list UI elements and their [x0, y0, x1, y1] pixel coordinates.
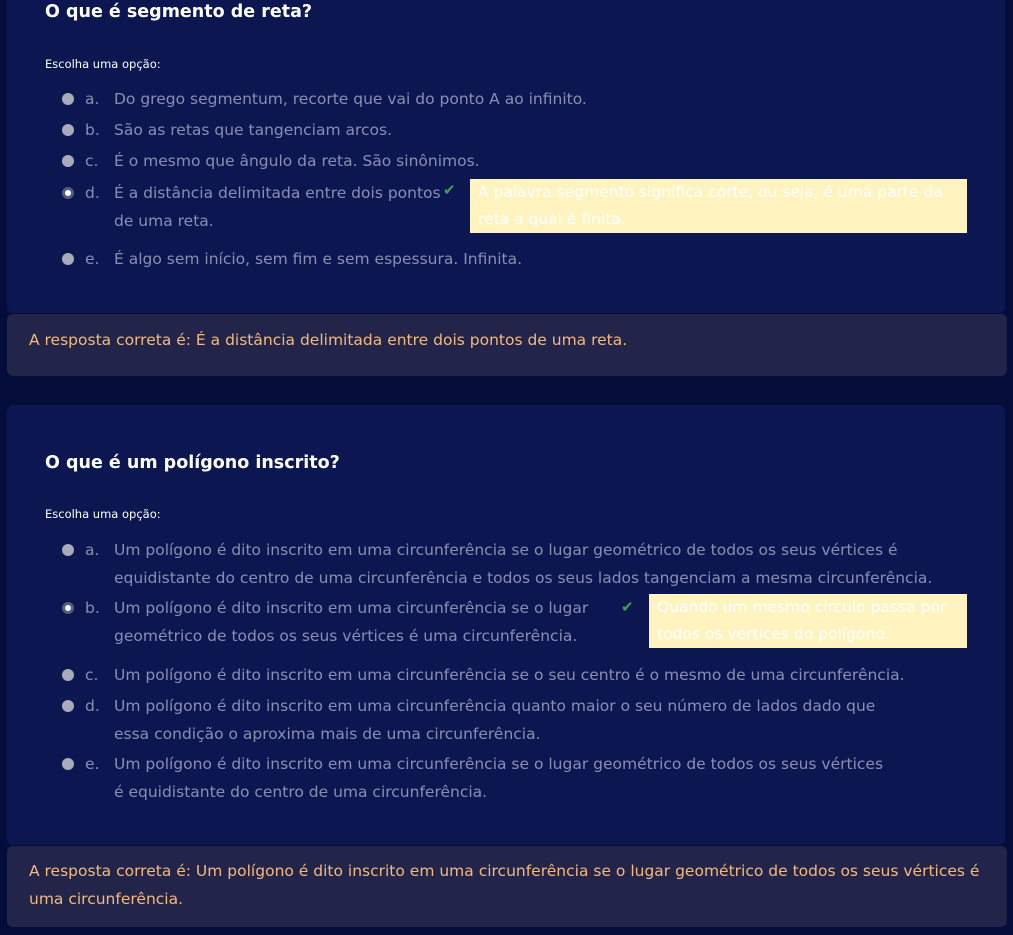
option-text: Do grego segmentum, recorte que vai do ponto A ao infinito.	[114, 90, 587, 108]
option-text: Um polígono é dito inscrito em uma circunferência se o seu centro é o mesmo de uma circunferência.	[114, 666, 905, 684]
radio-button[interactable]	[62, 124, 74, 136]
option-letter: d.	[85, 697, 100, 715]
check-icon: ✔	[621, 598, 634, 616]
radio-button[interactable]	[62, 155, 74, 167]
option-prompt: Escolha uma opção:	[45, 507, 161, 521]
check-icon: ✔	[443, 181, 456, 199]
option-b[interactable]	[59, 116, 959, 144]
radio-button[interactable]	[62, 253, 74, 265]
option-letter: e.	[85, 250, 100, 268]
option-a[interactable]	[59, 536, 959, 592]
option-letter: c.	[85, 152, 99, 170]
correct-answer-feedback: A resposta correta é: Um polígono é dito inscrito em uma circunferência se o lugar geométrico de todos os seus vértices é uma circunferência.	[7, 846, 1007, 927]
option-e[interactable]	[59, 245, 959, 273]
option-text: São as retas que tangenciam arcos.	[114, 121, 393, 139]
question-title: O que é um polígono inscrito?	[45, 453, 340, 473]
question-title: O que é segmento de reta?	[45, 2, 313, 22]
option-text: Um polígono é dito inscrito em uma circunferência se o lugar geométrico de todos os seus vértices é equidistante do centro de uma circunferência e todos os seus lados tangenciam a mesma circunferência.	[114, 541, 933, 587]
option-b[interactable]	[59, 594, 599, 650]
option-letter: b.	[85, 121, 100, 139]
question-card-1	[7, 0, 1005, 313]
radio-button-selected[interactable]	[62, 187, 74, 199]
radio-button[interactable]	[62, 544, 74, 556]
option-text: Um polígono é dito inscrito em uma circunferência se o lugar geométrico de todos os seus vértices é uma circunferência.	[114, 599, 589, 645]
option-a[interactable]	[59, 85, 959, 113]
question-card-2	[7, 405, 1005, 845]
option-letter: a.	[85, 90, 100, 108]
option-d[interactable]	[59, 692, 959, 748]
option-letter: c.	[85, 666, 99, 684]
option-text: É a distância delimitada entre dois pontos de uma reta.	[114, 184, 441, 230]
option-c[interactable]	[59, 661, 959, 689]
option-letter: d.	[85, 184, 100, 202]
option-feedback: A palavra segmento significa corte, ou seja, é uma parte da reta a qual é finita.	[470, 179, 967, 233]
radio-button[interactable]	[62, 93, 74, 105]
option-text: Um polígono é dito inscrito em uma circunferência se o lugar geométrico de todos os seus vértices é equidistante do centro de uma circunferência.	[114, 755, 884, 801]
option-feedback: Quando um mesmo círculo passa por todos os vértices do polígono.	[649, 594, 967, 648]
option-letter: e.	[85, 755, 100, 773]
radio-button[interactable]	[62, 669, 74, 681]
option-text: É algo sem início, sem fim e sem espessura. Infinita.	[114, 250, 523, 268]
option-d[interactable]	[59, 179, 459, 235]
option-prompt: Escolha uma opção:	[45, 57, 161, 71]
radio-button-selected[interactable]	[62, 602, 74, 614]
option-text: É o mesmo que ângulo da reta. São sinônimos.	[114, 152, 480, 170]
option-text: Um polígono é dito inscrito em uma circunferência quanto maior o seu número de lados dado que essa condição o aproxima mais de uma circunferência.	[114, 697, 876, 743]
option-letter: a.	[85, 541, 100, 559]
option-c[interactable]	[59, 147, 959, 175]
option-e[interactable]	[59, 750, 959, 806]
radio-button[interactable]	[62, 700, 74, 712]
radio-button[interactable]	[62, 758, 74, 770]
option-letter: b.	[85, 599, 100, 617]
correct-answer-feedback: A resposta correta é: É a distância delimitada entre dois pontos de uma reta.	[7, 314, 1007, 376]
